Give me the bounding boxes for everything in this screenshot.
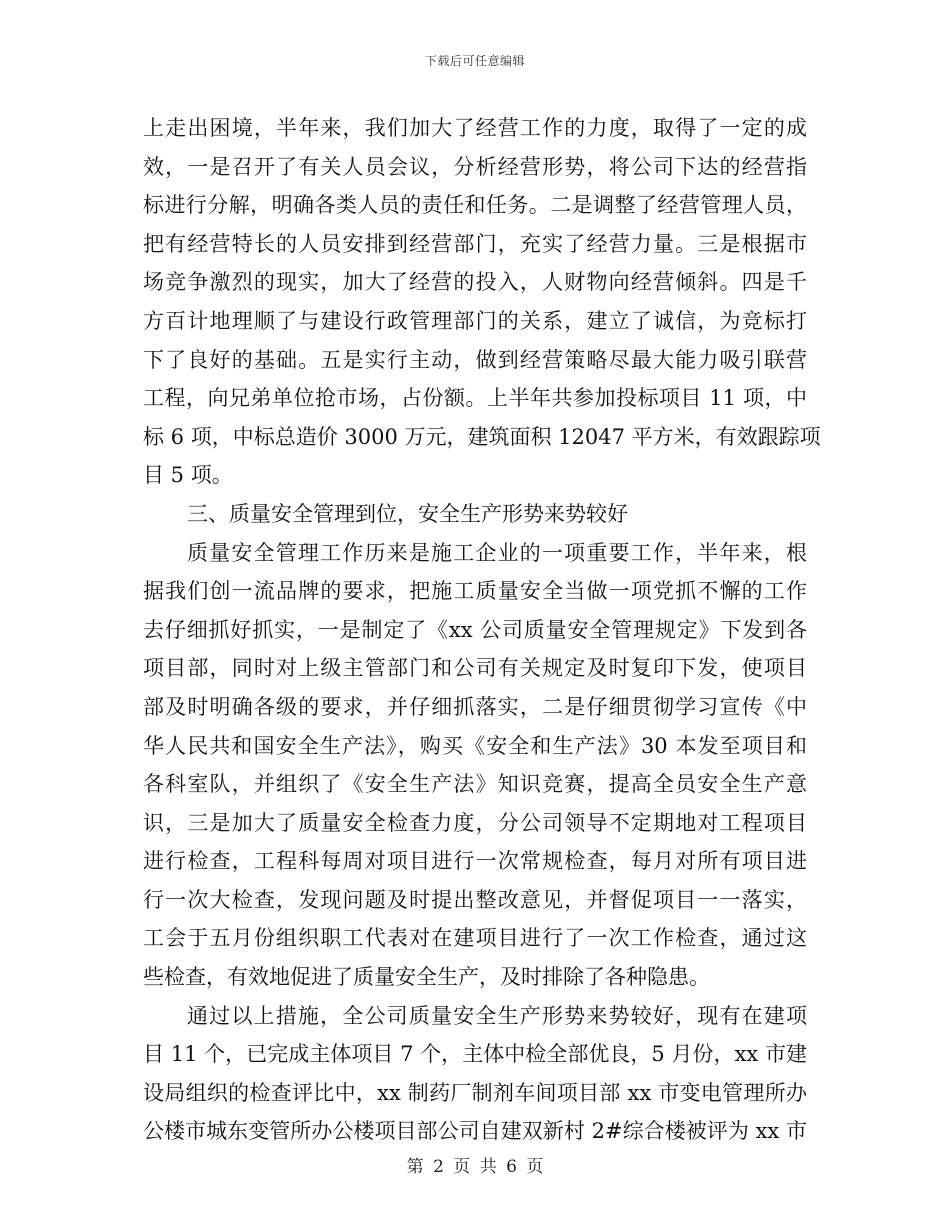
- text-line: 目 11 个，已完成主体项目 7 个，主体中检全部优良，5 月份，xx 市建: [143, 1042, 807, 1067]
- text-line: 质量安全管理工作历来是施工企业的一项重要工作，半年来，根: [187, 540, 807, 565]
- text-line: 效，一是召开了有关人员会议，分析经营形势，将公司下达的经营指: [143, 154, 807, 179]
- text-line: 把有经营特长的人员安排到经营部门，充实了经营力量。三是根据市: [143, 231, 807, 256]
- page-number: 第 2 页 共 6 页: [406, 1157, 544, 1177]
- text-line: 行一次大检查，发现问题及时提出整改意见，并督促项目一一落实，: [143, 887, 807, 912]
- text-line: 华人民共和国安全生产法》，购买《安全和生产法》30 本发至项目和: [143, 733, 807, 758]
- text-line: 目 5 项。: [143, 463, 233, 488]
- text-line: 上走出困境，半年来，我们加大了经营工作的力度，取得了一定的成: [143, 116, 807, 140]
- text-line: 标进行分解，明确各类人员的责任和任务。二是调整了经营管理人员，: [143, 193, 807, 218]
- section-heading: 三、质量安全管理到位，安全生产形势来势较好: [187, 501, 628, 526]
- text-line: 进行检查，工程科每周对项目进行一次常规检查，每月对所有项目进: [143, 849, 807, 874]
- text-line: 标 6 项，中标总造价 3000 万元，建筑面积 12047 平方米，有效跟踪项: [143, 424, 821, 449]
- text-line: 场竞争激烈的现实，加大了经营的投入，人财物向经营倾斜。四是千: [143, 270, 807, 295]
- text-line: 识，三是加大了质量安全检查力度，分公司领导不定期地对工程项目: [143, 810, 807, 835]
- text-line: 些检查，有效地促进了质量安全生产，及时排除了各种隐患。: [143, 965, 710, 990]
- text-line: 据我们创一流品牌的要求，把施工质量安全当做一项党抓不懈的工作: [143, 579, 807, 604]
- text-line: 下了良好的基础。五是实行主动，做到经营策略尽最大能力吸引联营: [143, 347, 807, 372]
- page-header: 下载后可任意编辑: [424, 54, 525, 68]
- text-line: 设局组织的检查评比中，xx 制药厂制剂车间项目部 xx 市变电管理所办: [143, 1080, 807, 1105]
- text-line: 各科室队，并组织了《安全生产法》知识竞赛，提高全员安全生产意: [143, 772, 807, 797]
- document-body: [143, 109, 821, 1151]
- text-line: 项目部，同时对上级主管部门和公司有关规定及时复印下发，使项目: [143, 656, 807, 681]
- text-line: 去仔细抓好抓实，一是制定了《xx 公司质量安全管理规定》下发到各: [143, 617, 807, 642]
- text-line: 工程，向兄弟单位抢市场，占份额。上半年共参加投标项目 11 项，中: [143, 386, 807, 411]
- text-line: 部及时明确各级的要求，并仔细抓落实，二是仔细贯彻学习宣传《中: [143, 694, 807, 719]
- text-line: 工会于五月份组织职工代表对在建项目进行了一次工作检查，通过这: [143, 926, 807, 951]
- text-line: 公楼市城东变管所办公楼项目部公司自建双新村 2#综合楼被评为 xx 市: [143, 1119, 807, 1144]
- text-line: 方百计地理顺了与建设行政管理部门的关系，建立了诚信，为竞标打: [143, 308, 807, 333]
- text-line: 通过以上措施，全公司质量安全生产形势来势较好，现有在建项: [187, 1003, 807, 1028]
